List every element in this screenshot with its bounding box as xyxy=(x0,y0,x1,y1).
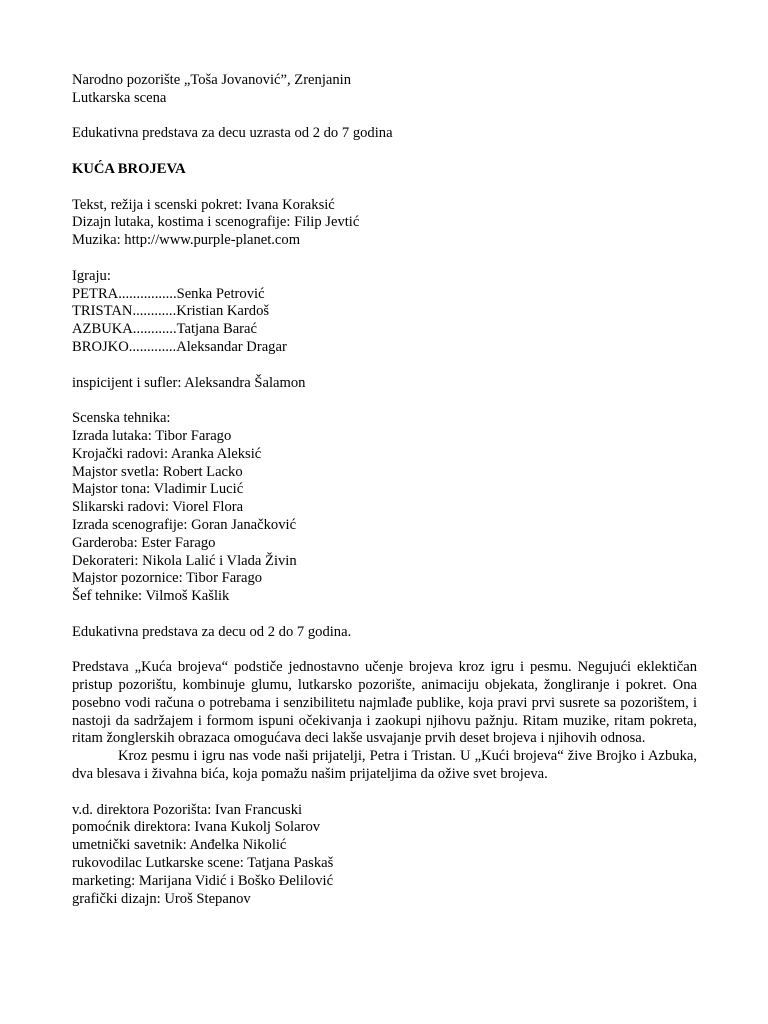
credit-line: Tekst, režija i scenski pokret: Ivana Koraksić xyxy=(72,196,335,213)
technical-item: Dekorateri: Nikola Lalić i Vlada Živin xyxy=(72,552,297,569)
cast-role: AZBUKA............Tatjana Barać xyxy=(72,321,257,338)
show-title: KUĆA BROJEVA xyxy=(72,160,186,177)
technical-item: Garderoba: Ester Farago xyxy=(72,534,216,551)
technical-heading: Scenska tehnika: xyxy=(72,410,171,427)
cast-role: TRISTAN............Kristian Kardoš xyxy=(72,303,270,320)
technical-item: Izrada scenografije: Goran Janačković xyxy=(72,516,297,533)
management-line: marketing: Marijana Vidić i Boško Đelilović xyxy=(72,872,334,889)
show-subtitle: Edukativna predstava za decu uzrasta od 2 do 7 godina xyxy=(72,125,393,142)
technical-item: Krojački radovi: Aranka Aleksić xyxy=(72,445,262,462)
age-note: Edukativna predstava za decu od 2 do 7 godina. xyxy=(72,623,352,640)
technical-item: Izrada lutaka: Tibor Farago xyxy=(72,427,232,444)
management-line: v.d. direktora Pozorišta: Ivan Francuski xyxy=(72,801,303,818)
technical-item: Šef tehnike: Vilmoš Kašlik xyxy=(72,588,230,605)
theatre-name: Narodno pozorište „Toša Jovanović”, Zrenjanin xyxy=(72,72,352,88)
document-page xyxy=(72,72,697,908)
management-line: rukovodilac Lutkarske scene: Tatjana Paskaš xyxy=(72,855,334,872)
technical-item: Slikarski radovi: Viorel Flora xyxy=(72,499,244,516)
prompter-line: inspicijent i sufler: Aleksandra Šalamon xyxy=(72,374,306,391)
stage-name: Lutkarska scena xyxy=(72,89,167,106)
credit-line: Muzika: http://www.purple-planet.com xyxy=(72,232,301,249)
credit-line: Dizajn lutaka, kostima i scenografije: Filip Jevtić xyxy=(72,214,360,231)
description-paragraph: Predstava „Kuća brojeva“ podstiče jednostavno učenje brojeva kroz igru i pesmu. Negujući eklektičan pristup pozorištu, kombinuje glumu, lutkarsko pozorište, animaciju objekata, žongliranje i pokret. Ona posebno vodi računa o potrebama i senzibilitetu najmlađe publike, koja pravi prvi susrete sa pozorištem, i nastoji da sadržajem i formom ispuni očekivanja i zaokupi njihovu pažnju. Ritam muzike, ritam pokreta, ritam žonglerskih obrazaca omogućava deci lakše usvajanje prvih deset brojeva i njihovih odnosa. xyxy=(72,659,697,747)
cast-heading: Igraju: xyxy=(72,267,111,284)
technical-item: Majstor pozornice: Tibor Farago xyxy=(72,570,263,587)
management-line: umetnički savetnik: Anđelka Nikolić xyxy=(72,837,287,854)
description-paragraph: Kroz pesmu i igru nas vode naši prijatelji, Petra i Tristan. U „Kući brojeva“ žive Brojko i Azbuka, dva blesava i živahna bića, koja pomažu našim prijateljima da ožive svet brojeva. xyxy=(72,748,697,783)
cast-role: BROJKO.............Aleksandar Dragar xyxy=(72,338,287,355)
technical-item: Majstor svetla: Robert Lacko xyxy=(72,463,243,480)
cast-role: PETRA................Senka Petrović xyxy=(72,285,265,302)
technical-item: Majstor tona: Vladimir Lucić xyxy=(72,481,244,498)
management-line: grafički dizajn: Uroš Stepanov xyxy=(72,890,251,907)
management-line: pomoćnik direktora: Ivana Kukolj Solarov xyxy=(72,819,321,836)
